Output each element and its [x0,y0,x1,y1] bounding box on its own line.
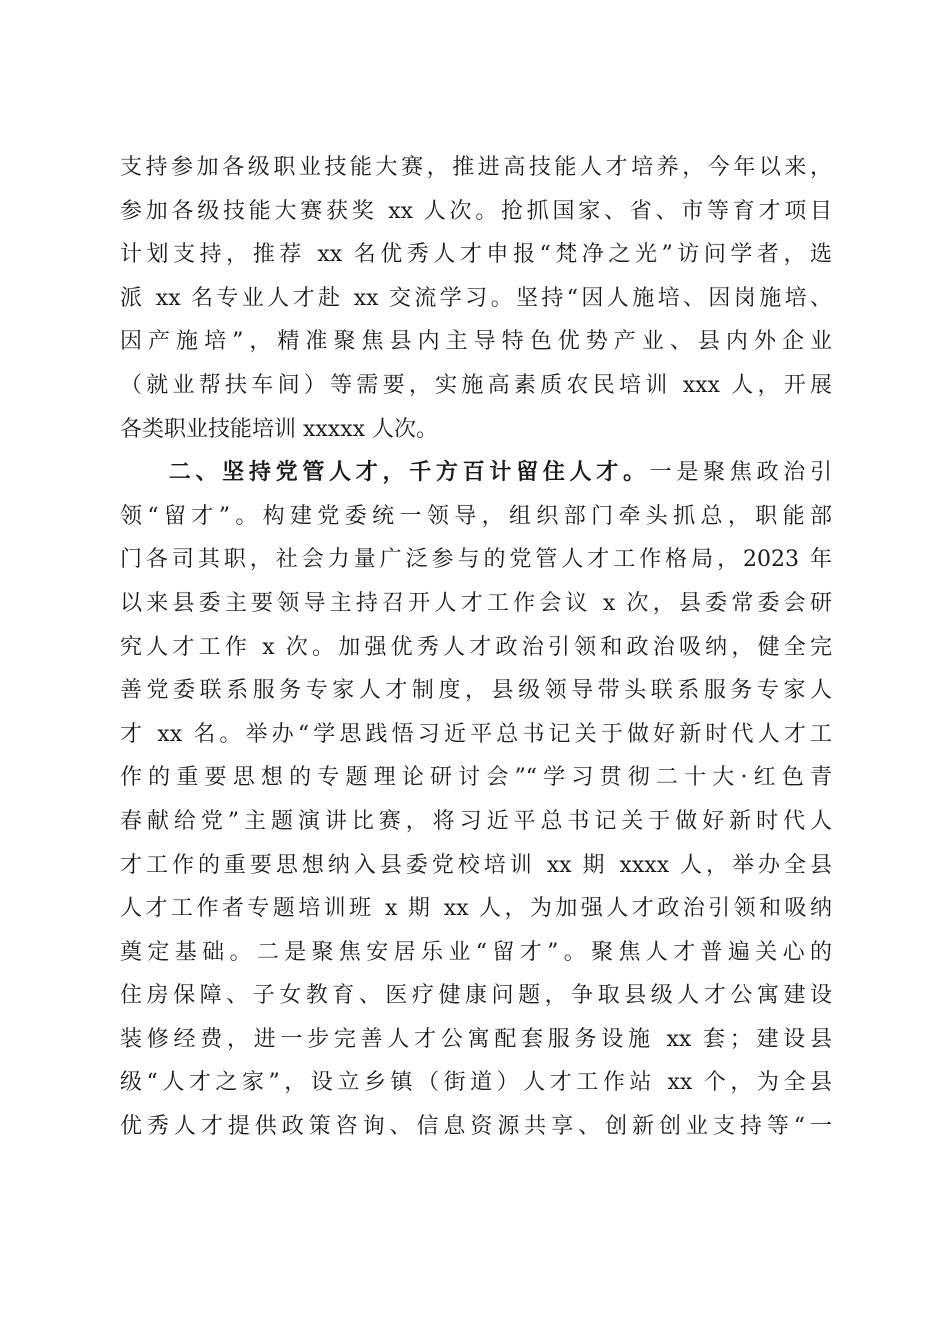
text-line: 计划支持，推荐 xx 名优秀人才申报“梵净之光”访问学者，选 [120,242,832,268]
text-line: 参加各级技能大赛获奖 xx 人次。抢抓国家、省、市等育才项目 [120,198,832,224]
section-heading: 二、坚持党管人才，千方百计留住人才。 [164,460,650,486]
text-line: 作的重要思想的专题理论研讨会”“学习贯彻二十大·红色青 [120,765,832,791]
text-line: 以来县委主要领导主持召开人才工作会议 x 次，县委常委会研 [120,590,832,616]
text-line: 级“人才之家”，设立乡镇（街道）人才工作站 xx 个，为全县 [120,1070,832,1096]
text-line: 奠定基础。二是聚焦安居乐业“留才”。聚焦人才普遍关心的 [120,939,832,965]
text-line: 门各司其职，社会力量广泛参与的党管人才工作格局，2023 年 [120,547,832,573]
text-line: （就业帮扶车间）等需要，实施高素质农民培训 xxx 人，开展 [120,372,832,398]
text-line: 支持参加各级职业技能大赛，推进高技能人才培养，今年以来， [120,155,832,180]
section-first-line [120,451,832,495]
text-line: 善党委联系服务专家人才制度，县级领导带头联系服务专家人 [120,678,832,704]
text-line: 派 xx 名专业人才赴 xx 交流学习。坚持“因人施培、因岗施培、 [120,285,832,311]
text-line: 因产施培”，精准聚焦县内主导特色优势产业、县内外企业 [120,329,832,355]
text-line: 究人才工作 x 次。加强优秀人才政治引领和政治吸纳，健全完 [120,634,832,660]
text-line: 装修经费，进一步完善人才公寓配套服务设施 xx 套；建设县 [120,1026,832,1052]
text-line: 各类职业技能培训 xxxxx 人次。 [120,416,439,442]
text-line: 住房保障、子女教育、医疗健康问题，争取县级人才公寓建设 [120,983,832,1009]
text-line: 人才工作者专题培训班 x 期 xx 人，为加强人才政治引领和吸纳 [120,896,832,922]
text-line: 领“留才”。构建党委统一领导，组织部门牵头抓总，职能部 [120,503,832,529]
document-body [120,146,832,1149]
text-line: 春献给党”主题演讲比赛，将习近平总书记关于做好新时代人 [120,808,832,834]
text-line: 才 xx 名。举办“学思践悟习近平总书记关于做好新时代人才工 [120,721,832,747]
text-line: 优秀人才提供政策咨询、信息资源共享、创新创业支持等“一 [120,1114,832,1140]
text-line: 才工作的重要思想纳入县委党校培训 xx 期 xxxx 人，举办全县 [120,852,832,878]
section-first-line-text: 一是聚焦政治引 [649,460,832,486]
